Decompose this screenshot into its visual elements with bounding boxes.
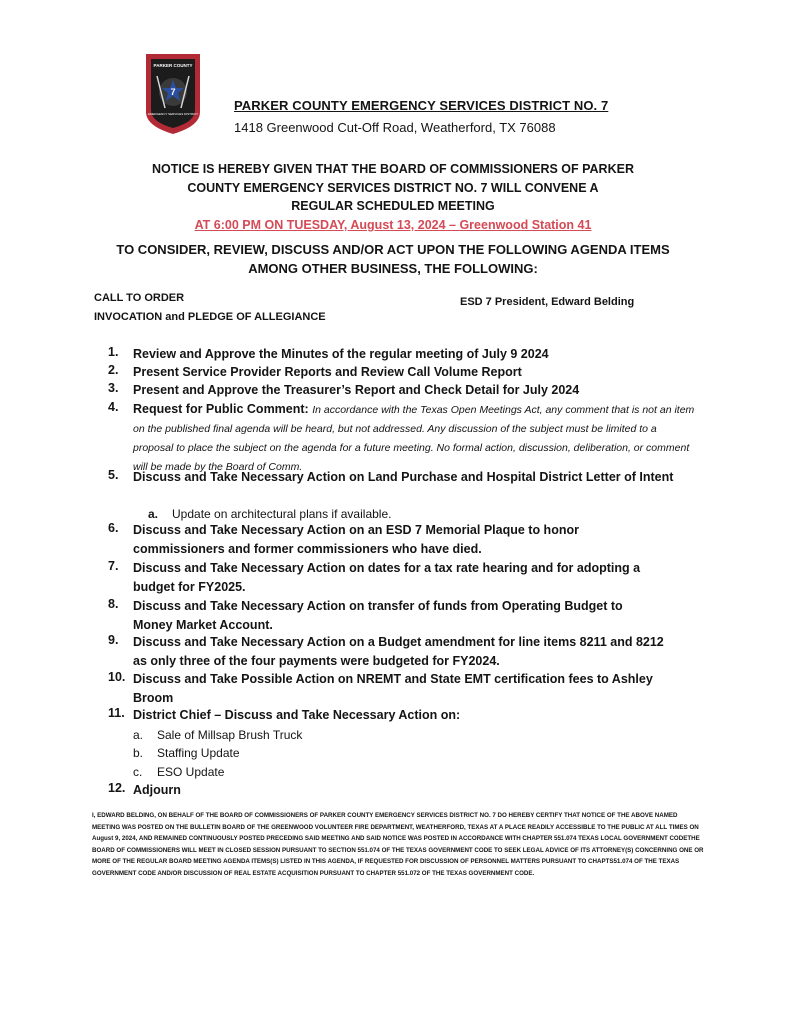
sub-letter: c. — [133, 765, 143, 779]
item-number: 5. — [108, 468, 119, 482]
call-to-order: CALL TO ORDER — [94, 292, 185, 304]
notice-line-6: AMONG OTHER BUSINESS, THE FOLLOWING: — [248, 261, 538, 276]
sub-letter: a. — [148, 507, 159, 521]
item-text: District Chief – Discuss and Take Necessary Action on: — [133, 708, 461, 722]
item-text: Review and Approve the Minutes of the regular meeting of July 9 2024 — [133, 347, 549, 361]
sub-letter: b. — [133, 746, 144, 760]
meeting-datetime: AT 6:00 PM ON TUESDAY, August 13, 2024 – Greenwood Station 41 — [194, 218, 592, 232]
item-text: Adjourn — [133, 783, 181, 797]
item-number: 7. — [108, 559, 119, 573]
item-text: Discuss and Take Necessary Action on transfer of funds from Operating Budget to Money Market Account. — [133, 599, 623, 632]
item-number: 6. — [108, 521, 119, 535]
item-number: 10. — [108, 670, 126, 684]
item-text: Discuss and Take Necessary Action on Land Purchase and Hospital District Letter of Intent — [133, 470, 674, 484]
sub-text: ESO Update — [157, 765, 225, 779]
sub-text: Staffing Update — [157, 746, 240, 760]
item-note: In accordance with the Texas Open Meetings Act, any comment that is not an item on the published final agenda will be heard, but not addressed. Any discussion of the subject must be limited to a proposal to place the subject on the agenda for a future meeting. No formal action, discussion, deliberation, or comment will be made by the Board of Comm. — [133, 404, 695, 473]
item-lead: Request for Public Comment: — [133, 402, 309, 416]
notice-line-1: NOTICE IS HEREBY GIVEN THAT THE BOARD OF COMMISSIONERS OF PARKER — [152, 162, 634, 176]
item-text: Discuss and Take Necessary Action on a Budget amendment for line items 8211 and 8212 as only three of the four payments were budgeted for FY2024. — [133, 635, 664, 668]
president-name: ESD 7 President, Edward Belding — [460, 296, 635, 308]
notice-line-5: TO CONSIDER, REVIEW, DISCUSS AND/OR ACT UPON THE FOLLOWING AGENDA ITEMS — [116, 242, 670, 257]
logo-top-text: PARKER COUNTY — [153, 63, 193, 68]
item-number: 11. — [108, 706, 125, 720]
item-number: 8. — [108, 597, 119, 611]
item-number: 4. — [108, 400, 119, 414]
item-number: 2. — [108, 363, 119, 377]
invocation: INVOCATION and PLEDGE OF ALLEGIANCE — [94, 311, 326, 323]
sub-item — [133, 726, 653, 745]
item-number: 3. — [108, 381, 119, 395]
item-text: Discuss and Take Necessary Action on an ESD 7 Memorial Plaque to honor commissioners and former commissioners who have died. — [133, 523, 579, 556]
item-text: Present and Approve the Treasurer’s Report and Check Detail for July 2024 — [133, 383, 580, 397]
notice-line-3: REGULAR SCHEDULED MEETING — [291, 199, 495, 213]
sub-text: Update on architectural plans if available. — [172, 507, 392, 521]
item-number: 1. — [108, 345, 119, 359]
sub-item — [133, 744, 653, 763]
item-text: Discuss and Take Possible Action on NREMT and State EMT certification fees to Ashley Broom — [133, 672, 653, 705]
item-text: Present Service Provider Reports and Review Call Volume Report — [133, 365, 522, 379]
item-text: Discuss and Take Necessary Action on dates for a tax rate hearing and for adopting a budget for FY2025. — [133, 561, 641, 594]
item-text — [133, 400, 695, 476]
notice-heading — [0, 160, 786, 216]
notice-line-2: COUNTY EMERGENCY SERVICES DISTRICT NO. 7 WILL CONVENE A — [187, 180, 599, 195]
org-name: PARKER COUNTY EMERGENCY SERVICES DISTRICT NO. 7 — [234, 98, 609, 113]
item-number: 12. — [108, 781, 126, 795]
sub-text: Sale of Millsap Brush Truck — [157, 728, 303, 742]
certification-statement: I, EDWARD BELDING, ON BEHALF OF THE BOARD OF COMMISSIONERS OF PARKER COUNTY EMERGENCY SERVICES DISTRICT NO. 7 DO HEREBY CERTIFY THAT NOTICE OF THE ABOVE NAMED MEETING WAS POSTED ON THE BULLETIN BOARD OF THE GREENWOOD VOLUNTEER FIRE DEPARTMENT, WEATHERFORD, TEXAS AT A PLACE READILY ACCESSIBLE TO THE PUBLIC AT ALL TIMES ON August 9, 2024, AND REMAINED CONTINUOUSLY POSTED PRECEDING SAID MEETING AND SAID NOTICE WAS POSTED IN ACCORDANCE WITH CHAPTER 551.074 TEXAS LOCAL GOVERNMENT CODETHE BOARD OF COMMISSIONERS WILL MEET IN CLOSED SESSION PURSUANT TO SECTION 551.074 OF THE TEXAS GOVERNMENT CODE TO SEEK LEGAL ADVICE OF ITS ATTORNEY(S) CONCERNING ONE OR MORE OF THE REGULAR BOARD MEETING AGENDA ITEMS(S) LISTED IN THIS AGENDA, IF REQUESTED FOR DISCUSSION OF PERSONNEL MATTERS PURSUANT TO CHAPTS51.074 OF THE TEXAS GOVERNMENT CODE AND/OR DISCUSSION OF REAL ESTATE ACQUISITION PURSUANT TO CHAPTER 551.072 OF THE TEXAS GOVERNMENT CODE. — [92, 812, 704, 877]
esd7-badge-logo — [143, 52, 203, 136]
sub-item — [133, 763, 653, 782]
notice-subheading — [0, 240, 786, 278]
item-number: 9. — [108, 633, 119, 647]
logo-bottom-text: EMERGENCY SERVICES DISTRICT — [148, 112, 198, 116]
logo-number: 7 — [170, 87, 176, 97]
org-address: 1418 Greenwood Cut-Off Road, Weatherford, TX 76088 — [234, 120, 556, 135]
sub-letter: a. — [133, 728, 144, 742]
